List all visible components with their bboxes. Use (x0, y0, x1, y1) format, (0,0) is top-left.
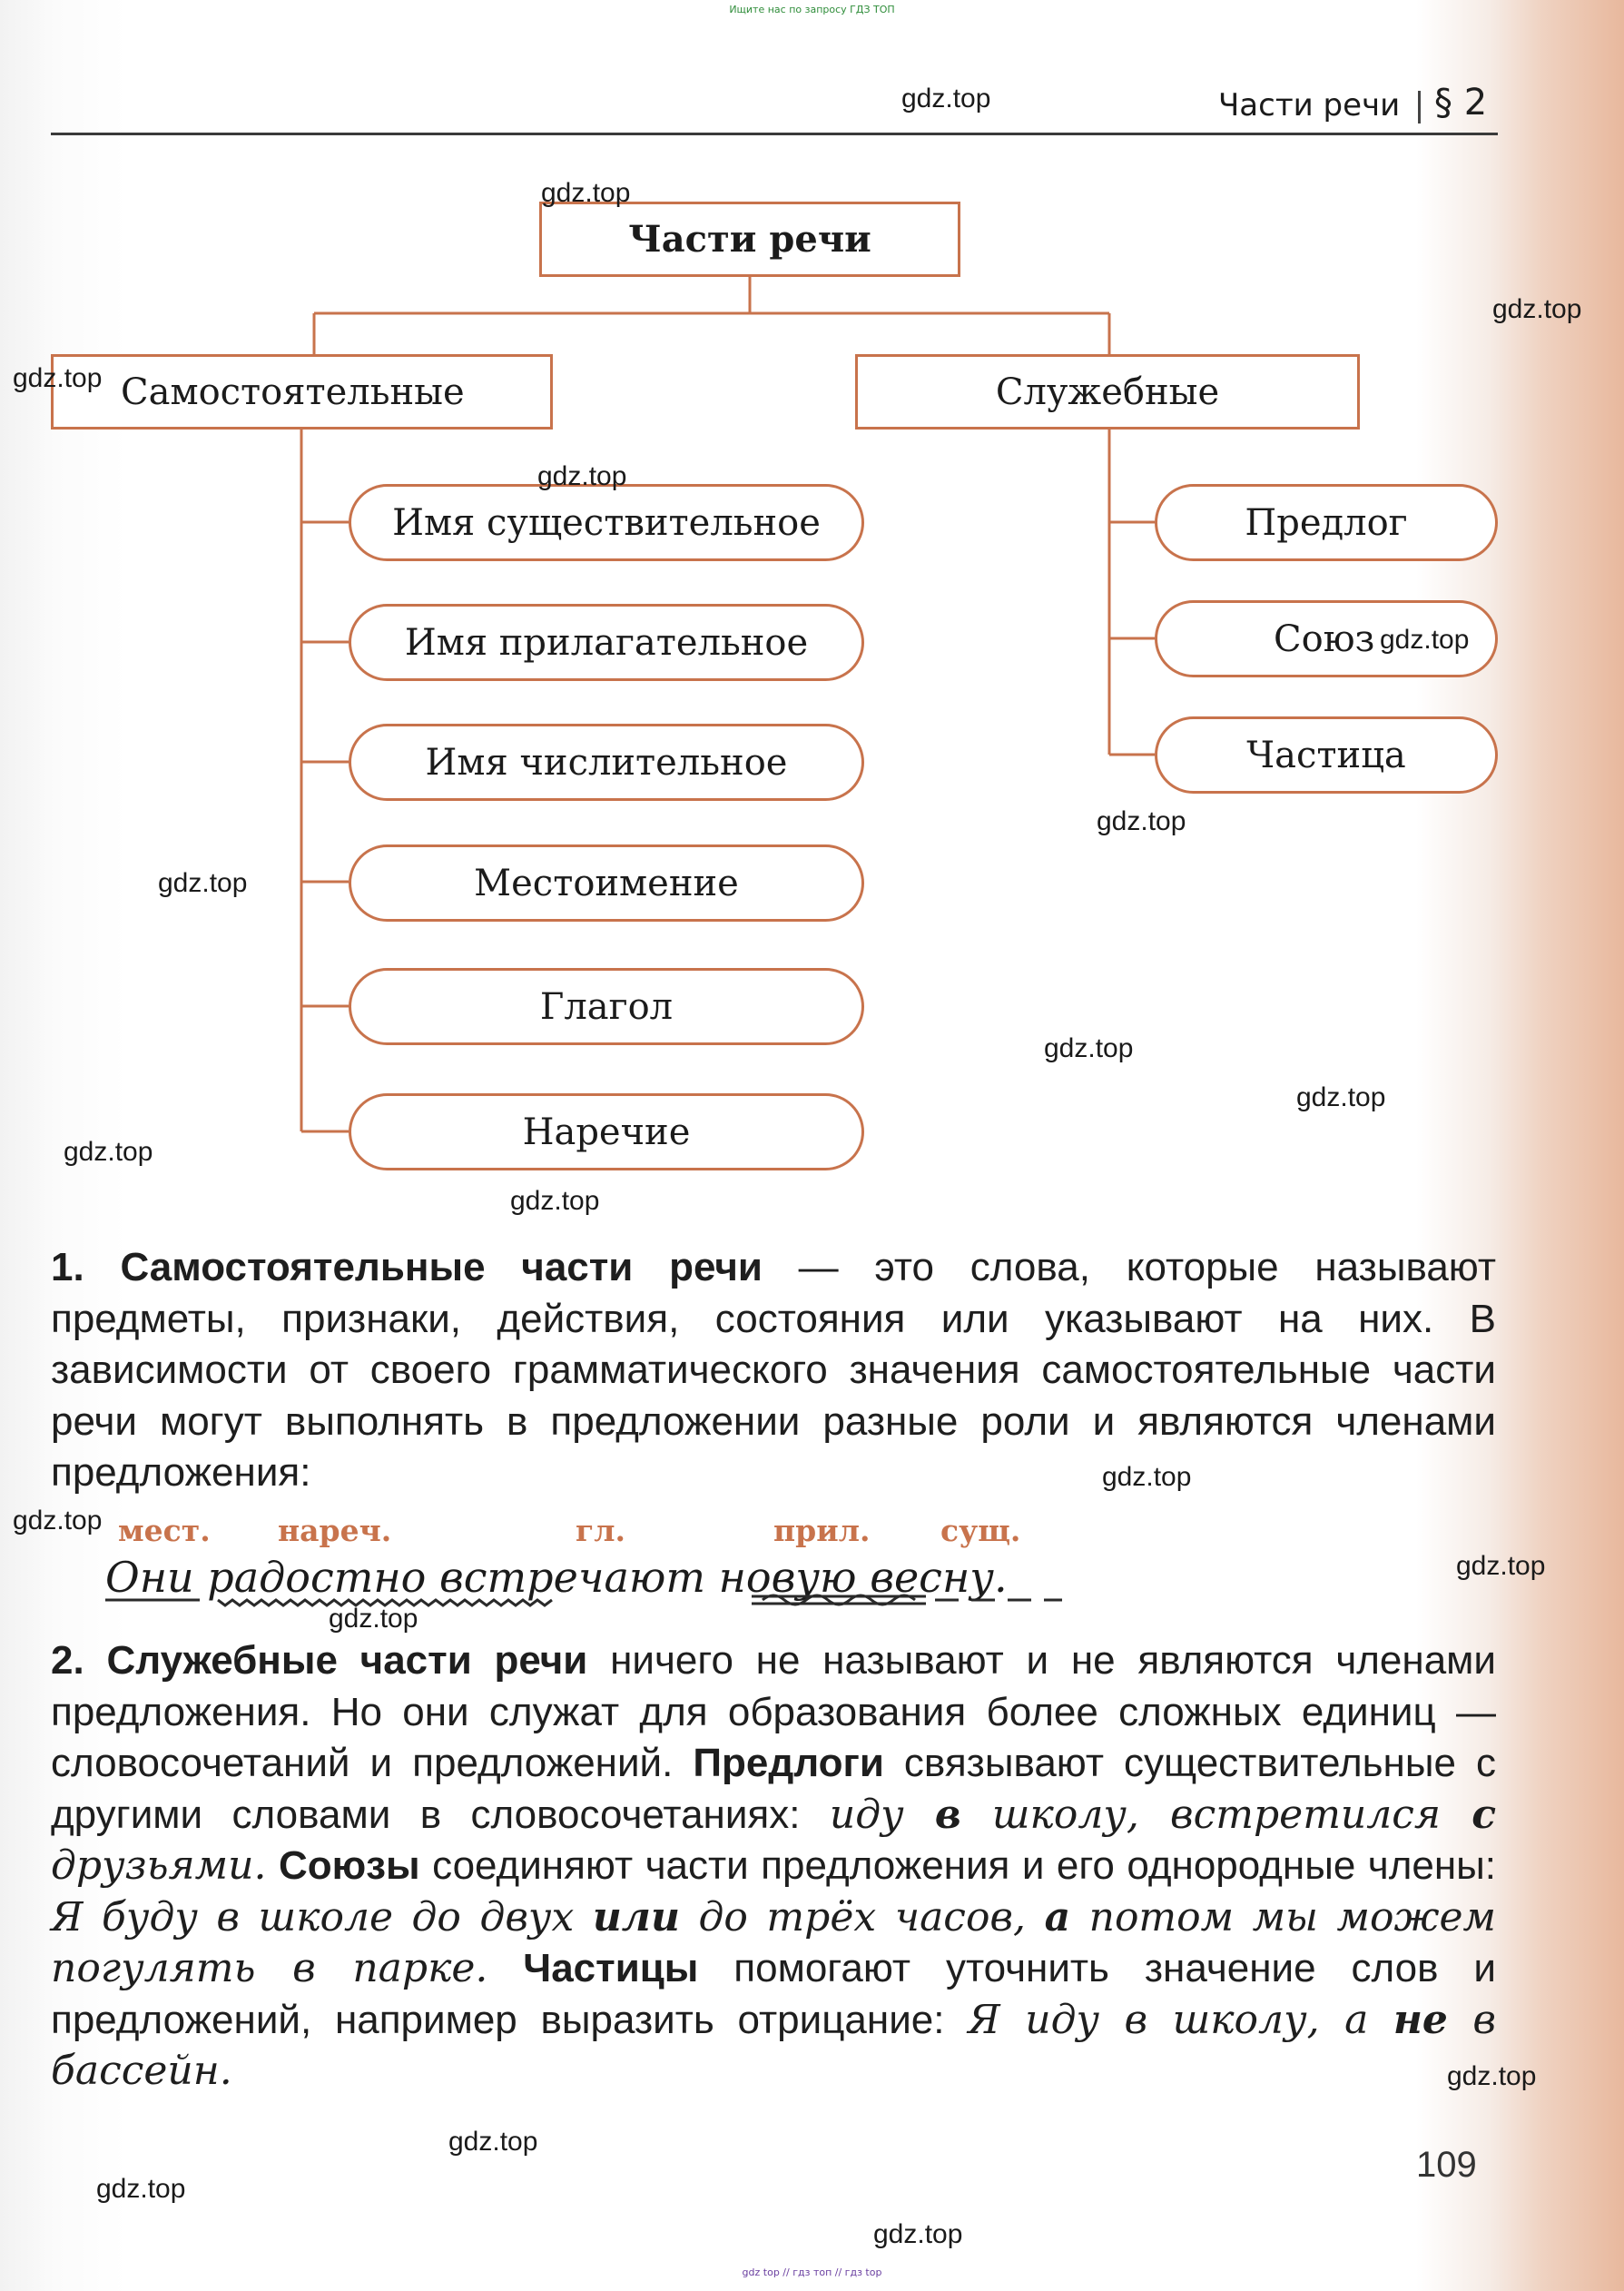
example-prepositions-2: школу, встретился (960, 1791, 1472, 1838)
running-head-title: Части речи (1218, 87, 1401, 123)
term-prepositions: Предлоги (693, 1741, 884, 1785)
label-noun: сущ. (940, 1513, 1021, 1548)
para1-number: 1. (51, 1245, 84, 1289)
example-period: . (993, 1553, 1008, 1602)
sentence-member-underlines (0, 1580, 1624, 1616)
example-conjunction-ili: или (592, 1893, 680, 1940)
para2-number: 2. (51, 1638, 84, 1683)
diagram-item-adverb: Наречие (349, 1093, 864, 1170)
paragraph-independent (51, 1242, 1496, 1499)
watermark: gdz.top (873, 2219, 963, 2249)
diagram-item-particle: Частица (1155, 716, 1498, 794)
label-pronoun: мест. (118, 1513, 211, 1548)
watermark: gdz.top (1380, 625, 1470, 655)
label-adverb: нареч. (278, 1513, 392, 1548)
diagram-item-numeral: Имя числительное (349, 724, 864, 801)
watermark: gdz.top (1492, 294, 1582, 324)
diagram-item-adjective: Имя прилагательное (349, 604, 864, 681)
watermark: gdz.top (1102, 1462, 1192, 1492)
bottom-note: gdz top // гдз топ // гдз top (742, 2266, 882, 2278)
watermark: gdz.top (329, 1604, 418, 1634)
diagram-item-conjunction: Союз (1155, 600, 1498, 677)
top-note: Ищите нас по запросу ГДЗ ТОП (729, 4, 895, 15)
watermark: gdz.top (448, 2127, 538, 2157)
example-particles-2: в бассейн. (51, 1996, 1496, 2094)
example-particles-1: Я иду в школу, а (968, 1996, 1393, 2043)
example-word-attribute: новую (718, 1553, 857, 1602)
example-prepositions-1: иду (829, 1791, 935, 1838)
running-head-paragraph: § 2 (1434, 82, 1488, 123)
watermark: gdz.top (158, 868, 248, 898)
watermark: gdz.top (541, 178, 631, 208)
diagram-auxiliary-box: Служебные (855, 354, 1360, 430)
example-preposition-s: с (1471, 1791, 1497, 1838)
diagram-independent-box: Самостоятельные (51, 354, 553, 430)
term-particles: Частицы (523, 1946, 699, 1990)
watermark: gdz.top (13, 1506, 103, 1536)
watermark: gdz.top (96, 2174, 186, 2204)
example-conjunction-a: а (1044, 1893, 1071, 1940)
example-conjunctions-3: потом мы можем погулять в парке. (51, 1893, 1496, 1991)
diagram-root-box: Части речи (539, 202, 960, 277)
watermark: gdz.top (1447, 2061, 1537, 2091)
para1-term: Самостоятельные части речи (120, 1245, 763, 1289)
example-preposition-v: в (934, 1791, 961, 1838)
example-particle-ne: не (1393, 1996, 1448, 2043)
para1-body: — это слова, которые называют предметы, признаки, действия, состояния или указывают на них. В зависимости от своего грамматического значения самостоятельные части речи могут выполнять в предложении разные роли и являются членами предложения: (51, 1245, 1496, 1495)
para2-text-2: связывают существительные с другими словами в словосочетаниях: (51, 1741, 1496, 1837)
diagram-item-verb: Глагол (349, 968, 864, 1045)
diagram-item-pronoun: Местоимение (349, 844, 864, 922)
example-word-object: весну (870, 1553, 994, 1602)
watermark: gdz.top (1097, 806, 1186, 836)
watermark: gdz.top (901, 84, 991, 114)
watermark: gdz.top (1456, 1551, 1546, 1581)
para2-text-1: ничего не называют и не являются членами предложения. Но они служат для образования более сложных единиц — словосочетаний и предложений. (51, 1638, 1496, 1785)
watermark: gdz.top (13, 363, 103, 393)
watermark: gdz.top (1044, 1033, 1134, 1063)
diagram-item-noun: Имя существительное (349, 484, 864, 561)
label-verb: гл. (576, 1513, 625, 1548)
example-prepositions-3: друзьями. (51, 1842, 267, 1889)
watermark: gdz.top (1296, 1082, 1386, 1112)
example-conjunctions-2: до трёх часов, (680, 1893, 1045, 1940)
paragraph-auxiliary (51, 1635, 1496, 2098)
term-conjunctions: Союзы (278, 1843, 420, 1888)
example-word-adverb: радостно (207, 1553, 427, 1602)
para2-text-4: помогают уточнить значение слов и предложений, например выразить отрицание: (51, 1946, 1496, 2042)
example-word-predicate: встречают (439, 1553, 705, 1602)
diagram-item-preposition: Предлог (1155, 484, 1498, 561)
para2-term: Служебные части речи (106, 1638, 588, 1683)
example-conjunctions-1: Я буду в школе до двух (51, 1893, 593, 1940)
para2-text-3: соединяют части предложения и его однородные члены: (419, 1843, 1497, 1888)
watermark: gdz.top (510, 1186, 600, 1216)
watermark: gdz.top (537, 461, 627, 491)
example-word-subject: Они (105, 1553, 194, 1602)
label-adjective: прил. (773, 1513, 871, 1548)
page-number: 109 (1416, 2145, 1477, 2185)
watermark: gdz.top (64, 1137, 153, 1167)
